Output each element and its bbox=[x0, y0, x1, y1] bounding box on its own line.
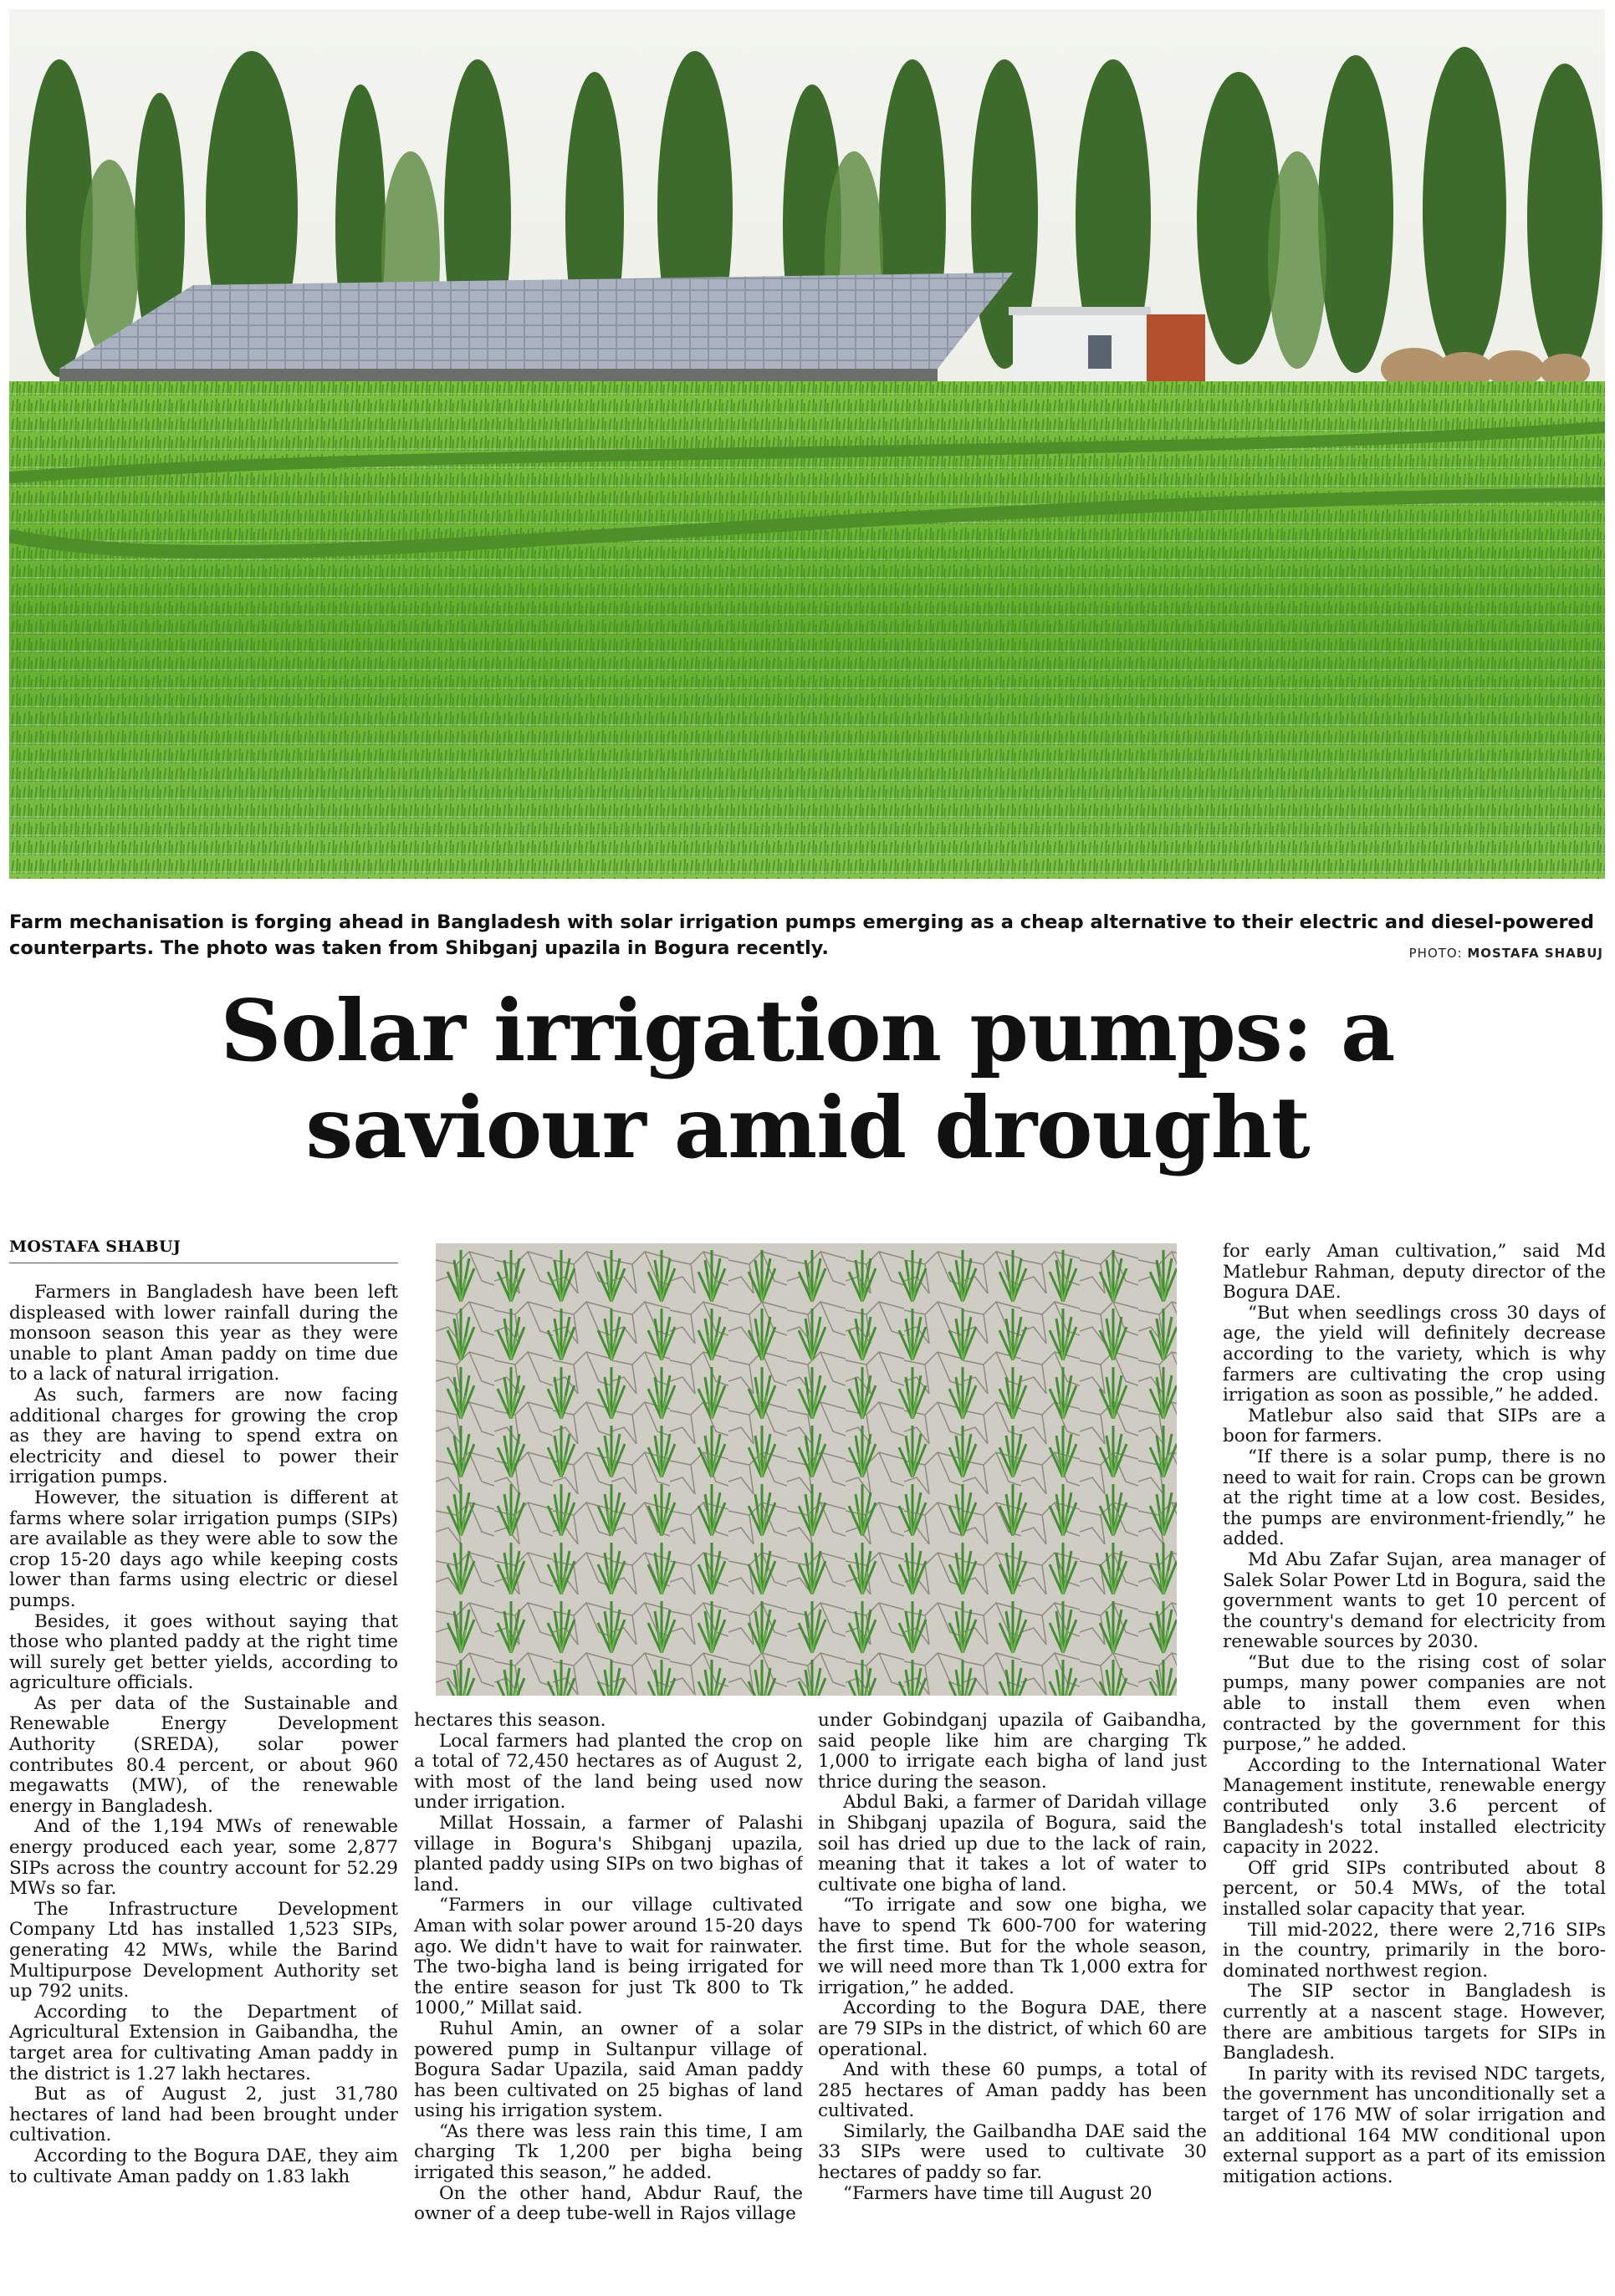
paragraph: Till mid-2022, there were 2,716 SIPs in the country, primarily in the boro-dominated northwest region. bbox=[1223, 1919, 1606, 1982]
paragraph: Millat Hossain, a farmer of Palashi village in Bogura's Shibganj upazila, planted paddy using SIPs on two bighas of land. bbox=[414, 1812, 803, 1895]
paragraph: Md Abu Zafar Sujan, area manager of Salek Solar Power Ltd in Bogura, said the government wants to get 10 percent of the country's demand for electricity from renewable sources by 2030. bbox=[1223, 1549, 1606, 1653]
paragraph-continued: hectares this season. bbox=[414, 1711, 606, 1731]
paragraph: “Farmers in our village cultivated Aman with solar power around 15-20 days ago. We didn't have to wait for rainwater. The two-bigha land is being irrigated for the entire season for just Tk 800 to Tk 1000,” Millat said. bbox=[414, 1895, 803, 2019]
paragraph: But as of August 2, just 31,780 hectares of land had been brought under cultivation. bbox=[9, 2084, 398, 2146]
paragraph: On the other hand, Abdur Rauf, the owner of a deep tube-well in Rajos village bbox=[414, 2182, 803, 2225]
paragraph: The Infrastructure Development Company Ltd has installed 1,523 SIPs, generating 42 MWs, while the Barind Multipurpose Development Authority set up 792 units. bbox=[9, 1898, 398, 2003]
paragraph: Similarly, the Gailbandha DAE said the 33 SIPs were used to cultivate 30 hectares of paddy so far. bbox=[818, 2120, 1207, 2184]
paragraph: According to the International Water Management institute, renewable energy contributed only 3.6 percent of Bangladesh's total installed electricity capacity in 2022. bbox=[1223, 1754, 1606, 1859]
headline bbox=[0, 982, 1615, 1176]
photo-caption: Farm mechanisation is forging ahead in Bangladesh with solar irrigation pumps emerging as a cheap alternative to their electric and diesel-powered counterparts. The photo was taken from Shibganj upazila in Bogura recently. bbox=[9, 911, 1594, 959]
paragraph: And of the 1,194 MWs of renewable energy produced each year, some 2,877 SIPs across the country account for 52.29 MWs so far. bbox=[9, 1816, 398, 1900]
paragraph: Farmers in Bangladesh have been left displeased with lower rainfall during the monsoon season this year as they were unable to plant Aman paddy on time due to a lack of natural irrigation. bbox=[9, 1283, 398, 1385]
paragraph: “As there was less rain this time, I am charging Tk 1,200 per bigha being irrigated this season,” he added. bbox=[414, 2120, 803, 2184]
headline-line-1: Solar irrigation pumps: a bbox=[220, 981, 1395, 1080]
paragraph: “Farmers have time till August 20 bbox=[843, 2182, 1152, 2204]
top-photo bbox=[9, 9, 1605, 879]
paragraph: According to the Bogura DAE, there are 79 SIPs in the district, of which 60 are operational. bbox=[818, 1998, 1207, 2060]
paragraph: Ruhul Amin, an owner of a solar powered pump in Sultanpur village of Bogura Sadar Upazila, said Aman paddy has been cultivated on 25 bighas of land using his irrigation system. bbox=[414, 2018, 803, 2122]
photo-credit bbox=[1409, 946, 1603, 961]
paragraph: Off grid SIPs contributed about 8 percent, or 50.4 MWs, of the total installed solar capacity that year. bbox=[1223, 1857, 1606, 1920]
paragraph-continued: under Gobindganj upazila of Gaibandha, said people like him are charging Tk 1,000 to irrigate each bigha of land just thrice during the season. bbox=[818, 1711, 1207, 1793]
headline-line-2: saviour amid drought bbox=[305, 1078, 1310, 1177]
paragraph: As such, farmers are now facing additional charges for growing the crop as they are having to spend extra on electricity and diesel to power their irrigation pumps. bbox=[9, 1384, 398, 1488]
paragraph: Besides, it goes without saying that those who planted paddy at the right time will surely get better yields, according to agriculture officials. bbox=[9, 1610, 398, 1694]
paragraph: The SIP sector in Bangladesh is currently at a nascent stage. However, there are ambitious targets for SIPs in Bangladesh. bbox=[1223, 1981, 1606, 2064]
paragraph: And with these 60 pumps, a total of 285 hectares of Aman paddy has been cultivated. bbox=[818, 2059, 1207, 2122]
paragraph: In parity with its revised NDC targets, the government has unconditionally set a target of 176 MW of solar irrigation and an additional 164 MW conditional upon external support as a part of its emission mitigation actions. bbox=[1223, 2063, 1606, 2187]
paragraph: Abdul Baki, a farmer of Daridah village in Shibganj upazila of Bogura, said the soil has dried up due to the lack of rain, meaning that it takes a lot of water to cultivate one bigha of land. bbox=[818, 1792, 1207, 1895]
article-column-2 bbox=[414, 1711, 803, 2288]
paragraph: Matlebur also said that SIPs are a boon for farmers. bbox=[1223, 1405, 1606, 1447]
paragraph: However, the situation is different at farms where solar irrigation pumps (SIPs) are available as they were able to sow the crop 15-20 days ago while keeping costs lower than farms using electric or diesel pumps. bbox=[9, 1487, 398, 1611]
paragraph: Local farmers had planted the crop on a total of 72,450 hectares as of August 2, with most of the land being used now under irrigation. bbox=[414, 1730, 803, 1814]
paragraph: According to the Department of Agricultural Extension in Gaibandha, the target area for cultivating Aman paddy in the district is 1.27 lakh hectares. bbox=[9, 2001, 398, 2084]
paragraph: As per data of the Sustainable and Renewable Energy Development Authority (SREDA), solar power contributes 80.4 percent, or about 960 megawatts (MW), of the renewable energy in Bangladesh. bbox=[9, 1692, 398, 1817]
article-column-3 bbox=[818, 1711, 1207, 2288]
paragraph: “But when seedlings cross 30 days of age, the yield will definitely decrease according to the variety, which is why farmers are cultivating the crop using irrigation as soon as possible,” he added. bbox=[1223, 1302, 1606, 1406]
credit-name: MOSTAFA SHABUJ bbox=[1467, 946, 1603, 961]
inline-photo bbox=[436, 1243, 1177, 1696]
paragraph: “To irrigate and sow one bigha, we have to spend Tk 600-700 for watering the first time. But for the whole season, we will need more than Tk 1,000 extra for irrigation,” he added. bbox=[818, 1895, 1207, 1998]
paragraph-continued: for early Aman cultivation,” said Md Matlebur Rahman, deputy director of the Bogura DAE. bbox=[1223, 1242, 1606, 1304]
article-column-4 bbox=[1223, 1242, 1606, 2287]
article-column-1 bbox=[9, 1283, 398, 2286]
paragraph: According to the Bogura DAE, they aim to cultivate Aman paddy on 1.83 lakh bbox=[9, 2145, 398, 2187]
paragraph: “If there is a solar pump, there is no need to wait for rain. Crops can be grown at the right time at a low cost. Besides, the pumps are environment-friendly,” he added. bbox=[1223, 1446, 1606, 1550]
credit-prefix: PHOTO: bbox=[1408, 946, 1463, 961]
paragraph: “But due to the rising cost of solar pumps, many power companies are not able to install them even when contracted by the government for this purpose,” he added. bbox=[1223, 1651, 1606, 1756]
byline: MOSTAFA SHABUJ bbox=[9, 1237, 398, 1263]
